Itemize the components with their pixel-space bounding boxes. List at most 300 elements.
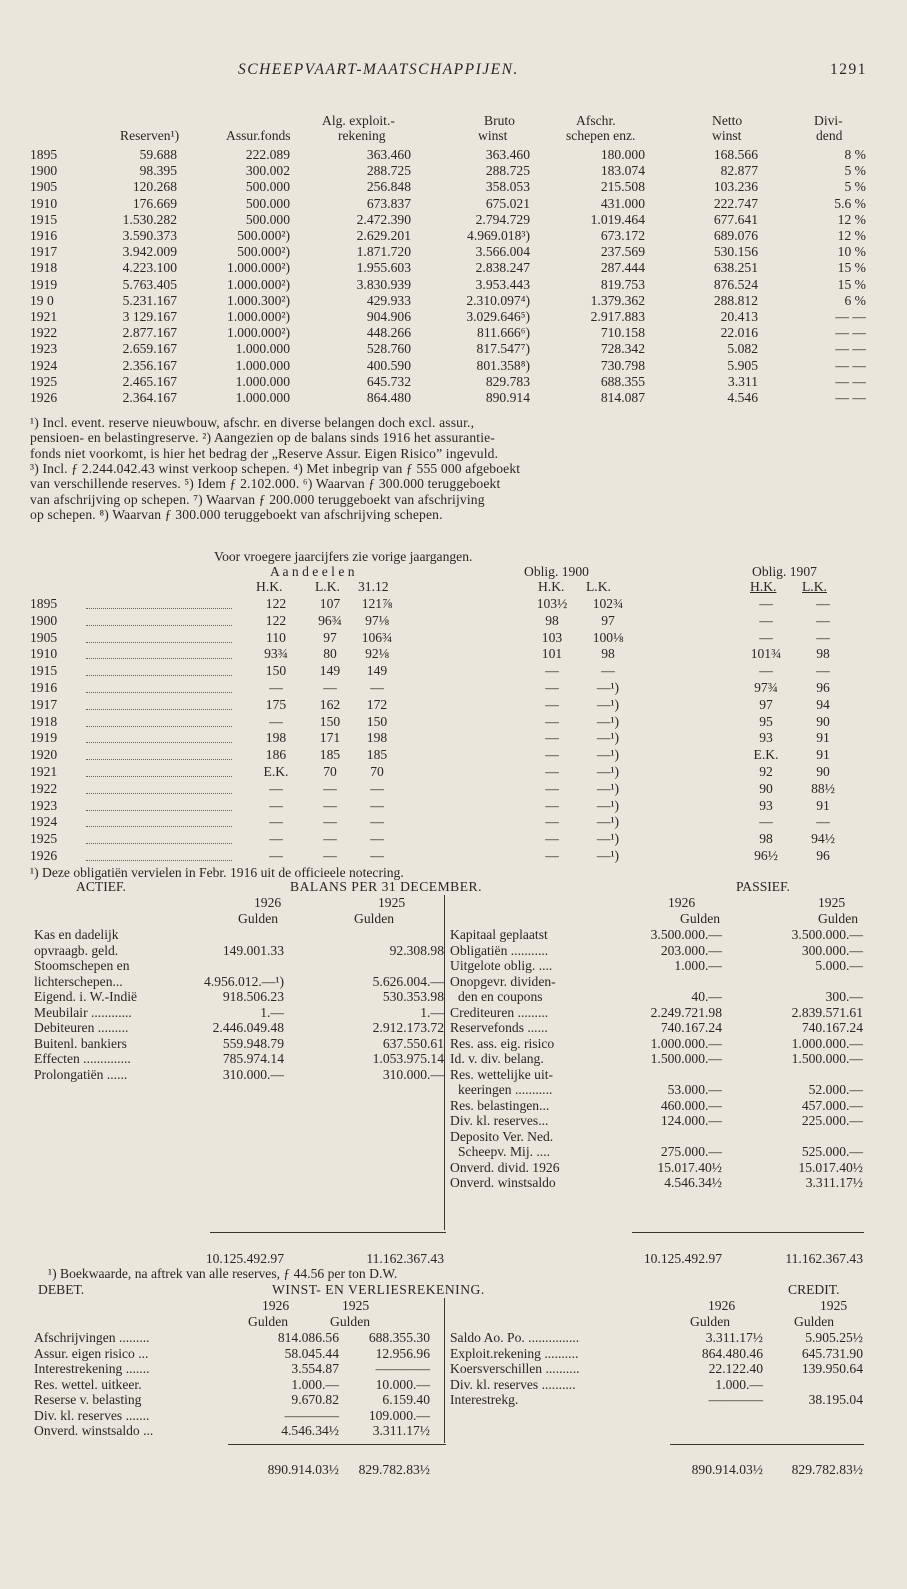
t1-dividend: 5.6 % [834, 195, 866, 211]
passief-label: Res. ass. eig. risico [450, 1035, 555, 1051]
t2-o1900-lk: —¹) [596, 848, 620, 863]
t1-afschr: 1.019.464 [590, 211, 645, 227]
t2-year: 1920 [30, 747, 58, 763]
t1-reserven: 3.942.009 [122, 244, 177, 260]
t1-bruto: 890.914 [485, 390, 530, 405]
t2-o1900-hk: — [545, 663, 559, 679]
passief-1925: 1.000.000.— [791, 1035, 863, 1051]
t2-dots [86, 817, 232, 827]
table2-oblig1907: Oblig. 1907 [752, 564, 817, 579]
t1-assur: 500.000 [245, 211, 290, 227]
footnote-line: van verschillende reserves. ⁵) Idem ƒ 2.102.000. ⁶) Waarvan ƒ 300.000 teruggeboekt [30, 476, 501, 492]
balans-total-right-1926: 10.125.492.97 [643, 1251, 722, 1266]
table2-footnote: ¹) Deze obligatiën vervielen in Febr. 1916 uit de officieele notecring. [30, 865, 404, 880]
t2-o1900-lk: 97 [601, 612, 615, 628]
t1-year: 19 0 [30, 292, 54, 308]
col-bruto-line1: Bruto [484, 113, 515, 128]
t1-reserven: 3 129.167 [122, 309, 177, 324]
t1-alg: 864.480 [366, 390, 411, 405]
passief-label: Kapitaal geplaatst [450, 927, 548, 942]
t2-o1907-lk: — [816, 629, 830, 645]
t1-dividend: — — [835, 341, 866, 357]
actief-1925: 5.626.004.— [372, 973, 444, 989]
t2-aand-3112: 198 [366, 730, 388, 746]
passief-label: Onverd. winstsaldo [450, 1175, 556, 1190]
t1-alg: 429.933 [366, 292, 411, 308]
t2-dots [86, 649, 232, 659]
t1-assur: 1.000.000 [235, 373, 290, 389]
t2-o1900-lk: —¹) [596, 831, 620, 847]
t1-alg: 1.955.603 [356, 260, 411, 276]
actief-1925: 310.000.— [382, 1066, 444, 1082]
t1-bruto: 288.725 [485, 163, 530, 179]
winst-divider [444, 1298, 445, 1443]
t1-afschr: 183.074 [600, 163, 645, 179]
t2-dots [86, 733, 232, 743]
debet-1926: 1.000.— [291, 1376, 339, 1392]
col-netto-line2: winst [712, 128, 742, 143]
winst-r-y1925: 1925 [820, 1298, 848, 1313]
t2-o1900-hk: 103½ [536, 596, 568, 611]
t2-aand-3112: 70 [370, 764, 384, 779]
balans-footnote: ¹) Boekwaarde, na aftrek van alle reserves, ƒ 44.56 per ton D.W. [48, 1266, 398, 1281]
passief-1926: 740.167.24 [660, 1020, 722, 1035]
t2-o1907-lk: 96 [816, 680, 830, 695]
t1-afschr: 728.342 [600, 341, 645, 357]
t1-netto: 20.413 [720, 309, 758, 324]
actief-label: Meubilair ............ [34, 1004, 132, 1020]
passief-1926: 1.500.000.— [650, 1051, 722, 1066]
winst-total-left-1926: 890.914.03½ [267, 1462, 339, 1477]
debet-1926: 9.670.82 [291, 1392, 339, 1407]
t2-aand-hk: 110 [266, 629, 286, 645]
actief-1926: 2.446.049.48 [212, 1020, 284, 1035]
t2-aand-3112: — [370, 780, 384, 796]
actief-1925: 637.550.61 [382, 1035, 444, 1051]
t1-dividend: 12 % [837, 211, 866, 227]
t1-year: 1919 [30, 276, 58, 292]
t1-assur: 1.000.000 [235, 390, 290, 405]
footnote-line: pensioen- en belastingreserve. ²) Aangezien op de balans sinds 1916 het assurantie- [30, 430, 495, 446]
col-reserven: Reserven¹) [120, 128, 180, 143]
t1-dividend: 6 % [844, 292, 866, 308]
actief-1925: 92.308.98 [389, 942, 444, 958]
t2-year: 1915 [30, 663, 58, 679]
t2-o1907-lk: — [816, 663, 830, 679]
passief-1925: 15.017.40½ [798, 1159, 863, 1175]
t1-alg: 645.732 [366, 373, 411, 389]
t1-dividend: — — [835, 325, 866, 341]
t2-aand-lk: — [323, 797, 337, 813]
col-assur: Assur.fonds [226, 128, 291, 143]
t2-aand-lk: 107 [319, 596, 341, 611]
t2-aand-hk: 93¾ [264, 646, 288, 662]
t2-o1900-lk: —¹) [596, 680, 620, 695]
t2-aand-hk: — [269, 713, 283, 729]
t2-o1900-hk: — [545, 713, 559, 729]
t1-afschr: 180.000 [600, 147, 645, 162]
t2-aand-3112: — [370, 680, 384, 695]
t2-dots [86, 851, 232, 861]
debet-label: Reserse v. belasting [34, 1392, 142, 1407]
credit-1925: 5.905.25½ [805, 1330, 863, 1345]
table2-lk: L.K. [315, 579, 340, 594]
t2-aand-3112: 185 [366, 747, 388, 763]
balans-right-sum-line [632, 1232, 864, 1233]
t2-o1907-lk: 91 [816, 797, 830, 813]
t1-bruto: 358.053 [485, 179, 530, 195]
passief-label: Scheepv. Mij. .... [458, 1144, 550, 1159]
t2-aand-3112: — [370, 848, 384, 863]
t2-o1907-lk: 94½ [811, 831, 835, 847]
balans-total-left-1926: 10.125.492.97 [205, 1251, 284, 1266]
col-netto-line1: Netto [712, 113, 743, 128]
t1-dividend: — — [835, 357, 866, 373]
t1-alg: 448.266 [366, 325, 411, 341]
actief-label: opvraagb. geld. [34, 942, 119, 958]
debet-1925: 12.956.96 [375, 1345, 430, 1361]
t1-reserven: 59.688 [139, 147, 177, 162]
t2-dots [86, 801, 232, 811]
winst-total-left-1925: 829.782.83½ [358, 1462, 430, 1477]
t2-aand-hk: — [269, 797, 283, 813]
t1-bruto: 2.838.247 [475, 260, 530, 276]
t1-dividend: — — [835, 373, 866, 389]
actief-label: lichterschepen... [34, 973, 123, 989]
passief-label: Res. wettelijke uit- [450, 1066, 554, 1082]
passief-1925: 52.000.— [808, 1082, 863, 1097]
t1-netto: 222.747 [713, 195, 758, 211]
t2-dots [86, 700, 232, 710]
balans-title: BALANS PER 31 DECEMBER. [290, 879, 483, 894]
debet-label: Res. wettel. uitkeer. [34, 1376, 142, 1392]
t2-o1907-hk: E.K. [753, 747, 779, 763]
debet-1926: 3.554.87 [291, 1361, 339, 1376]
t2-dots [86, 616, 232, 626]
t2-o1907-lk: 90 [816, 713, 830, 729]
t1-reserven: 5.231.167 [122, 292, 177, 308]
winst-r-gulden26: Gulden [690, 1314, 731, 1329]
passief-1926: 275.000.— [660, 1144, 722, 1159]
winst-l-y1925: 1925 [342, 1298, 370, 1313]
t2-aand-hk: — [269, 780, 283, 796]
t2-aand-lk: — [323, 814, 337, 830]
t2-o1900-hk: — [545, 848, 559, 863]
passief-label: Crediteuren ......... [450, 1004, 549, 1020]
actief-1925: 530.353.98 [382, 989, 444, 1004]
credit-1926: 1.000.— [715, 1376, 763, 1392]
table2-hk-1900: H.K. [538, 579, 565, 594]
t2-dots [86, 633, 232, 643]
actief-label: Eigend. i. W.-Indië [34, 989, 138, 1004]
t2-aand-hk: — [269, 848, 283, 863]
t2-o1907-lk: — [816, 814, 830, 830]
credit-label: Interestrekg. [450, 1392, 519, 1407]
t2-o1907-hk: 97¾ [754, 680, 778, 695]
balans-l-gulden26: Gulden [238, 911, 279, 926]
credit-label: Saldo Ao. Po. ............... [450, 1330, 580, 1345]
t2-aand-3112: 92⅛ [365, 646, 389, 662]
t1-dividend: 10 % [837, 244, 866, 260]
passief-1925: 525.000.— [801, 1144, 863, 1159]
t1-bruto: 3.029.646⁵) [466, 309, 530, 324]
actief-1925: 2.912.173.72 [372, 1020, 444, 1035]
t2-o1900-hk: — [545, 797, 559, 813]
actief-label: Buitenl. bankiers [34, 1035, 127, 1051]
t1-year: 1923 [30, 341, 58, 357]
winst-r-y1926: 1926 [708, 1298, 736, 1313]
t2-aand-hk: 122 [265, 612, 287, 628]
balans-divider [444, 895, 445, 1230]
t2-dots [86, 717, 232, 727]
passief-1926: 3.500.000.— [650, 927, 722, 942]
t2-o1907-hk: 98 [759, 831, 773, 847]
t2-year: 1910 [30, 646, 58, 662]
t2-year: 1895 [30, 596, 58, 611]
t2-o1900-lk: 98 [601, 646, 615, 662]
t2-o1907-lk: — [816, 596, 830, 611]
t2-o1907-hk: 93 [759, 797, 773, 813]
winst-total-right-1925: 829.782.83½ [791, 1462, 863, 1477]
credit-1926: 864.480.46 [701, 1345, 763, 1361]
t1-alg: 2.629.201 [356, 228, 411, 243]
t1-alg: 528.760 [366, 341, 411, 357]
winst-credit: CREDIT. [788, 1282, 840, 1297]
col-div-line2: dend [816, 128, 843, 143]
t1-reserven: 2.877.167 [122, 325, 177, 341]
t1-alg: 904.906 [366, 309, 411, 324]
t2-year: 1922 [30, 780, 58, 796]
t1-assur: 500.000²) [237, 228, 290, 243]
passief-label: den en coupons [458, 989, 543, 1004]
t2-o1900-hk: — [545, 780, 559, 796]
t2-o1907-lk: 96 [816, 848, 830, 863]
t2-year: 1926 [30, 848, 58, 863]
footnote-line: ¹) Incl. event. reserve nieuwbouw, afschr. en diverse belangen doch excl. assur., [30, 415, 475, 430]
t1-netto: 288.812 [713, 292, 758, 308]
passief-label: Id. v. div. belang. [450, 1051, 544, 1066]
t2-o1900-lk: —¹) [596, 764, 620, 779]
passief-1925: 2.839.571.61 [791, 1004, 863, 1020]
col-alg-line1: Alg. exploit.- [322, 113, 395, 128]
t1-assur: 1.000.000²) [227, 276, 290, 292]
t2-year: 1925 [30, 831, 58, 847]
t2-o1900-hk: — [545, 747, 559, 763]
t2-o1907-hk: — [759, 596, 773, 611]
debet-1925: 6.159.40 [382, 1392, 430, 1407]
t1-alg: 400.590 [366, 357, 411, 373]
balans-r-gulden26: Gulden [680, 911, 721, 926]
t2-aand-hk: 198 [265, 730, 287, 746]
t2-aand-lk: 162 [319, 696, 341, 712]
credit-1925: 645.731.90 [801, 1345, 863, 1361]
t1-assur: 1.000.000 [235, 341, 290, 357]
actief-1926: 310.000.— [222, 1066, 284, 1082]
t2-o1907-lk: 98 [816, 646, 830, 662]
footnote-line: fonds niet voorkomt, is hier het bedrag der „Reserve Assur. Eigen Risico” ingevuld. [30, 445, 499, 461]
t2-o1900-lk: 100⅛ [592, 629, 624, 645]
debet-1925: 10.000.— [375, 1376, 430, 1392]
t2-aand-hk: E.K. [263, 764, 289, 779]
t1-alg: 288.725 [366, 163, 411, 179]
page-number: 1291 [830, 61, 867, 78]
t2-aand-3112: — [370, 814, 384, 830]
t1-assur: 1.000.000 [235, 357, 290, 373]
winst-left-sum-line [228, 1444, 446, 1445]
passief-label: Div. kl. reserves... [450, 1113, 549, 1128]
t2-aand-hk: — [269, 680, 283, 695]
t1-netto: 638.251 [713, 260, 758, 276]
actief-1926: 918.506.23 [222, 989, 284, 1004]
t1-reserven: 2.659.167 [122, 341, 177, 357]
t1-netto: 876.524 [713, 276, 758, 292]
t2-o1900-lk: 102¾ [592, 596, 624, 611]
balans-r-y1925: 1925 [818, 895, 846, 910]
t2-year: 1917 [30, 696, 58, 712]
t1-netto: 4.546 [727, 390, 758, 405]
passief-1925: 3.500.000.— [791, 927, 863, 942]
t2-aand-lk: 80 [323, 646, 337, 662]
passief-label: Res. belastingen... [450, 1097, 550, 1113]
t2-o1907-hk: — [759, 629, 773, 645]
t2-aand-lk: 185 [319, 747, 341, 763]
t1-bruto: 3.953.443 [475, 276, 530, 292]
t1-alg: 673.837 [366, 195, 411, 211]
t2-o1907-lk: 91 [816, 747, 830, 763]
credit-1926: 3.311.17½ [705, 1330, 763, 1345]
t1-reserven: 176.669 [132, 195, 177, 211]
passief-1926: 15.017.40½ [657, 1159, 722, 1175]
t2-aand-hk: — [269, 831, 283, 847]
passief-1926: 1.000.— [674, 958, 722, 973]
t2-year: 1923 [30, 797, 58, 813]
passief-label: Onverd. divid. 1926 [450, 1159, 560, 1175]
t1-afschr: 2.917.883 [590, 309, 645, 324]
t1-year: 1921 [30, 309, 58, 324]
footnote-line: van afschrijving op schepen. ⁷) Waarvan ƒ 200.000 teruggeboekt van afschrijving [30, 491, 485, 507]
winst-r-gulden25: Gulden [794, 1314, 835, 1329]
t2-aand-3112: 97⅛ [365, 612, 389, 628]
t2-aand-lk: — [323, 680, 337, 695]
t2-o1907-hk: 92 [759, 764, 773, 779]
actief-label: Stoomschepen en [34, 958, 130, 973]
debet-label: Afschrijvingen ......... [34, 1330, 150, 1345]
t2-dots [86, 683, 232, 693]
t1-afschr: 688.355 [600, 373, 645, 389]
balans-passief: PASSIEF. [736, 879, 790, 894]
winst-l-gulden26: Gulden [248, 1314, 289, 1329]
winst-title: WINST- EN VERLIESREKENING. [272, 1282, 485, 1297]
t1-year: 1922 [30, 325, 58, 341]
t1-netto: 82.877 [720, 163, 758, 179]
t2-aand-hk: 122 [265, 596, 287, 611]
debet-label: Onverd. winstsaldo ... [34, 1423, 154, 1438]
winst-l-y1926: 1926 [262, 1298, 290, 1313]
t1-assur: 222.089 [245, 147, 290, 162]
actief-1926: 559.948.79 [222, 1035, 284, 1051]
passief-1925: 300.— [825, 989, 863, 1004]
col-alg-line2: rekening [338, 128, 386, 143]
t1-reserven: 120.268 [132, 179, 177, 195]
t1-assur: 1.000.000²) [227, 309, 290, 324]
t2-o1907-lk: 90 [816, 764, 830, 779]
t1-assur: 500.000²) [237, 244, 290, 260]
t1-afschr: 431.000 [600, 195, 645, 211]
t2-aand-hk: 186 [265, 747, 287, 763]
t2-aand-hk: — [269, 814, 283, 830]
t1-assur: 500.000 [245, 179, 290, 195]
t1-bruto: 817.547⁷) [476, 341, 530, 357]
t1-year: 1910 [30, 195, 58, 211]
t2-aand-3112: 172 [366, 696, 388, 712]
t2-o1907-lk: — [816, 612, 830, 628]
t2-year: 1924 [30, 814, 58, 830]
t1-reserven: 2.356.167 [122, 357, 177, 373]
t1-alg: 1.871.720 [356, 244, 411, 260]
credit-1926: ———— [708, 1392, 763, 1407]
t2-o1907-hk: 90 [759, 780, 773, 796]
col-bruto-line2: winst [478, 128, 508, 143]
t2-aand-lk: 150 [319, 713, 341, 729]
t1-netto: 5.082 [727, 341, 758, 357]
passief-1925: 300.000.— [801, 942, 863, 958]
t2-o1907-hk: 95 [759, 713, 773, 729]
credit-label: Exploit.rekening .......... [450, 1345, 579, 1361]
balans-l-gulden25: Gulden [354, 911, 395, 926]
debet-1925: 688.355.30 [368, 1330, 430, 1345]
page-title: SCHEEPVAART-MAATSCHAPPIJEN. [238, 61, 519, 78]
winst-debet: DEBET. [38, 1282, 85, 1297]
table2-intro: Voor vroegere jaarcijfers zie vorige jaargangen. [214, 549, 473, 564]
t2-o1900-hk: — [545, 814, 559, 830]
t1-bruto: 801.358⁸) [476, 357, 530, 373]
debet-1926: ———— [284, 1407, 339, 1423]
t2-aand-lk: 70 [323, 764, 337, 779]
footnote-line: op schepen. ⁸) Waarvan ƒ 300.000 teruggeboekt van afschrijving schepen. [30, 506, 443, 522]
passief-1925: 225.000.— [801, 1113, 863, 1128]
passief-1926: 124.000.— [660, 1113, 722, 1128]
t2-aand-hk: 175 [265, 696, 287, 712]
t2-aand-3112: 149 [366, 663, 388, 679]
t2-aand-3112: 121⅞ [361, 596, 393, 611]
actief-1925: 1.— [420, 1004, 444, 1020]
winst-l-gulden25: Gulden [330, 1314, 371, 1329]
t1-bruto: 3.566.004 [475, 244, 530, 260]
t1-dividend: — — [835, 309, 866, 324]
t1-bruto: 675.021 [485, 195, 530, 211]
table2-hk: H.K. [256, 579, 283, 594]
t1-bruto: 829.783 [485, 373, 530, 389]
debet-1926: 4.546.34½ [281, 1423, 339, 1438]
t2-aand-lk: 96¾ [318, 612, 342, 628]
t1-dividend: 5 % [844, 163, 866, 179]
winst-total-right-1926: 890.914.03½ [691, 1462, 763, 1477]
t1-afschr: 237.569 [600, 244, 645, 260]
actief-1925: 1.053.975.14 [372, 1051, 444, 1066]
t2-aand-hk: 150 [265, 663, 287, 679]
t2-o1900-lk: —¹) [596, 747, 620, 763]
t1-dividend: 15 % [837, 260, 866, 276]
table2-aandeelen: A a n d e e l e n [270, 564, 355, 579]
t2-aand-3112: — [370, 831, 384, 847]
t2-o1900-hk: — [545, 764, 559, 779]
t1-year: 1925 [30, 373, 58, 389]
passief-1926: 2.249.721.98 [650, 1004, 722, 1020]
t1-alg: 3.830.939 [356, 276, 411, 292]
t1-year: 1915 [30, 211, 58, 227]
winst-right-sum-line [670, 1444, 864, 1445]
t1-year: 1917 [30, 244, 58, 260]
